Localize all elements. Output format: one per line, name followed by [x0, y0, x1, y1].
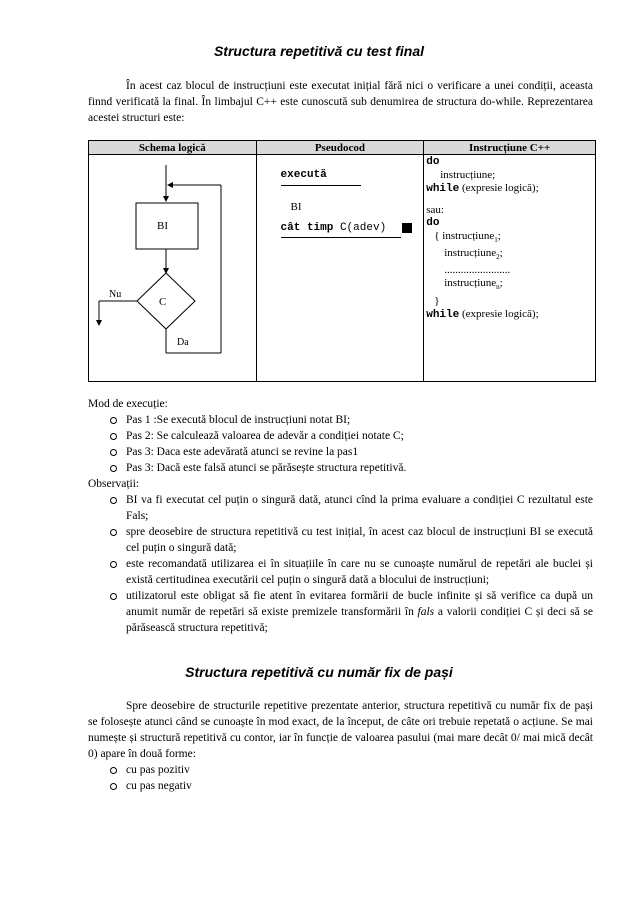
cpp-sub-2: 2: [496, 253, 500, 262]
observation-text: spre deosebire de structura repetitivă cu test inițial, în acest caz blocul de instrucțiuni BI se execută cel puțin o singură dată;: [126, 526, 593, 554]
cpp-instr-line-1: [426, 230, 594, 247]
header-cpp: Instrucțiune C++: [424, 141, 596, 155]
cpp-semi-2: ;: [499, 247, 503, 260]
cpp-sub-n: n: [496, 283, 500, 292]
pseudocode-cell: [256, 155, 424, 382]
bullet-icon: [110, 561, 117, 568]
execution-step: [88, 412, 593, 428]
cpp-do-1: do: [426, 156, 440, 168]
execution-step: [88, 428, 593, 444]
forms-list: [88, 762, 593, 794]
execution-step: [88, 460, 593, 476]
cpp-while-2-expr: (expresie logică);: [459, 307, 539, 320]
execution-step-text: Pas 3: Dacă este falsă atunci se părăsește structura repetitivă.: [126, 462, 407, 474]
bullet-icon: [110, 767, 117, 774]
section-title-2: Structura repetitivă cu număr fix de pași: [185, 664, 453, 680]
observations-heading: Observații:: [88, 478, 140, 490]
cpp-semi-n: ;: [499, 277, 503, 290]
yes-label: Da: [177, 337, 189, 348]
cpp-while-1-keyword: while: [426, 183, 460, 195]
bullet-icon: [110, 497, 117, 504]
cpp-instr-1: instrucțiune;: [440, 169, 496, 181]
observation-item: [88, 556, 593, 588]
observations-list: [88, 492, 593, 636]
flowchart-cell: [89, 155, 257, 382]
cpp-instr-n: instrucțiune: [444, 277, 497, 290]
pseudo-while: [281, 221, 387, 234]
cpp-sub-1: 1: [494, 236, 498, 245]
no-label: Nu: [109, 289, 122, 300]
pseudo-end-marker: [402, 223, 412, 233]
bullet-icon: [110, 593, 117, 600]
execution-step-text: Pas 2: Se calculează valoarea de adevăr a condiției notate C;: [126, 430, 404, 442]
pseudo-while-keyword: cât timp: [280, 222, 334, 234]
section2-paragraph: Spre deosebire de structurile repetitive prezentate anterior, structura repetitivă cu număr fix de pași se folosește atunci când se cunoaște în mod exact, de la început, de câte ori trebuie repetată o acțiune. Se mai numește și structură repetitivă cu contor, iar în funcție de valoarea pasului (mai mare decât 0/ mai mică decât 0) apare în două forme:: [88, 700, 593, 760]
form-item: [88, 778, 593, 794]
block-bi-label: BI: [157, 220, 168, 232]
cpp-while-1-expr: (expresie logică);: [459, 182, 539, 194]
observation-text: a valorii condiției C și deci să se părăsească structura repetitivă;: [126, 606, 594, 634]
execution-list: [88, 412, 593, 476]
pseudo-bottom-rule: [281, 237, 401, 238]
header-pseudocode: Pseudocod: [256, 141, 424, 155]
cpp-semi-1: ;: [497, 230, 501, 242]
observation-item: [88, 588, 593, 636]
cpp-while-2: [426, 308, 594, 322]
cpp-brace-close: }: [434, 294, 440, 307]
pseudo-execute: execută: [280, 169, 327, 181]
condition-c-label: C: [159, 296, 167, 308]
flowchart-diagram: [89, 155, 257, 383]
execution-section: [88, 396, 593, 636]
bullet-icon: [110, 417, 117, 424]
execution-heading: Mod de execuție:: [88, 398, 168, 410]
cpp-while-2-keyword: while: [426, 308, 460, 321]
observation-item: [88, 524, 593, 556]
cpp-cell: [424, 155, 596, 382]
section-title: Structura repetitivă cu test final: [213, 43, 425, 59]
cpp-instr-line-n: [426, 277, 594, 294]
bullet-icon: [110, 529, 117, 536]
form-text: cu pas pozitiv: [126, 764, 190, 776]
cpp-while-1: [426, 182, 594, 196]
execution-step-text: Pas 1 :Se execută blocul de instrucțiuni notat BI;: [126, 414, 351, 426]
pseudo-bi: BI: [290, 201, 302, 213]
execution-step: [88, 444, 593, 460]
bullet-icon: [110, 433, 117, 440]
cpp-brace-open: { instrucțiune: [434, 230, 495, 242]
bullet-icon: [110, 449, 117, 456]
form-item: [88, 762, 593, 778]
bullet-icon: [110, 465, 117, 472]
observation-text: este recomandată utilizarea ei în situațiile în care nu se cunoaște numărul de repetări ale buclei și există certitudinea executării cel puțin o singură dată a blocului de instrucțiuni;: [126, 558, 593, 586]
header-schema: Schema logică: [89, 141, 257, 155]
observation-italic: fals: [417, 606, 435, 618]
bullet-icon: [110, 783, 117, 790]
cpp-dots: ........................: [444, 264, 511, 277]
observation-text: utilizatorul este obligat să fie atent în evitarea formării de bucle infinite și să verifice ca după un anumit număr de repetări să existe premizele transformării în: [126, 590, 593, 618]
execution-step-text: Pas 3: Daca este adevărată atunci se revine la pas1: [126, 446, 359, 458]
cpp-instr-2: instrucțiune: [444, 247, 497, 260]
cpp-do-2: do: [426, 217, 440, 229]
form-text: cu pas negativ: [126, 780, 192, 792]
cpp-instr-line-2: [426, 247, 594, 264]
pseudo-top-rule: [281, 185, 361, 186]
pseudo-while-condition: C(adev): [333, 222, 387, 234]
intro-paragraph: În acest caz blocul de instrucțiuni este executat inițial fără nici o verificare a unei condiții, aceasta finnd verificată la final. În limbajul C++ este cunoscută sub denumirea de structura do-while. Reprezentarea acestei structuri este:: [88, 80, 593, 124]
cpp-sau: sau:: [426, 204, 444, 216]
observation-item: [88, 492, 593, 524]
forms-section: [88, 762, 593, 794]
schema-table: [88, 140, 596, 382]
observation-text: BI va fi executat cel puțin o singură dată, atunci cînd la prima evaluare a condiției C rezultatul este Fals;: [126, 494, 593, 522]
